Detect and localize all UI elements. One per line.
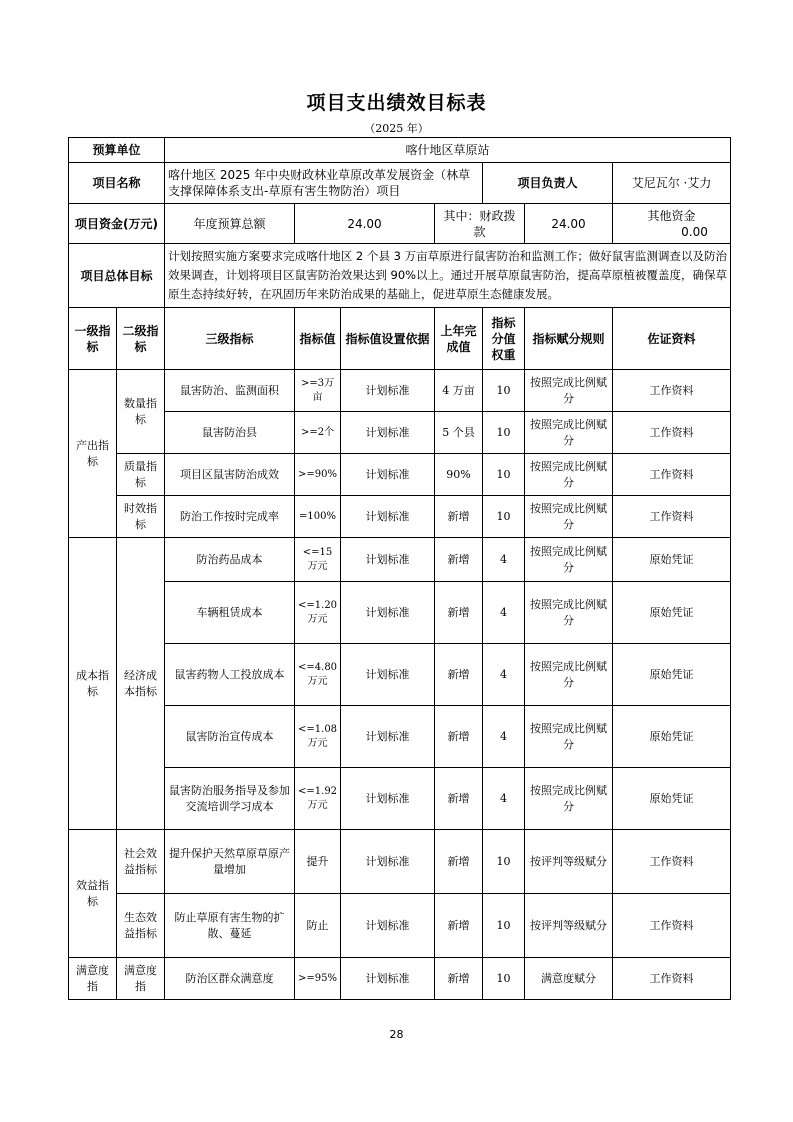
- cell-basis: 计划标准: [341, 768, 435, 830]
- cell-l3: 防治药品成本: [165, 538, 295, 582]
- cell-rule: 按照完成比例赋分: [525, 644, 613, 706]
- header-value: 指标值: [295, 308, 341, 370]
- cell-rule: 按照完成比例赋分: [525, 496, 613, 538]
- goal-value: 计划按照实施方案要求完成喀什地区 2 个县 3 万亩草原进行鼠害防治和监测工作；做好鼠害监测调查以及防治效果调查，计划将项目区鼠害防治效果达到 90%以上。通过开展草原鼠害防治，提高草原植被覆盖度，确保草原生态持续好转，在巩固历年来防治成果的基础上，促进草原生态健康发展。: [165, 244, 731, 308]
- table-row: [69, 582, 731, 644]
- fund-label: 项目资金(万元): [69, 204, 165, 244]
- unit-value: 喀什地区草原站: [165, 138, 731, 163]
- sub-quality: 质量指标: [117, 454, 165, 496]
- group-cost: 成本指标: [69, 538, 117, 830]
- sub-economic: 经济成本指标: [117, 538, 165, 830]
- cell-evidence: 原始凭证: [613, 582, 731, 644]
- project-value: 喀什地区 2025 年中央财政林业草原改革发展资金（林草支撑保障体系支出-草原有害生物防治）项目: [165, 163, 483, 204]
- goal-label: 项目总体目标: [69, 244, 165, 308]
- cell-evidence: 工作资料: [613, 958, 731, 1000]
- table-row: [69, 894, 731, 958]
- cell-last: 新增: [435, 538, 483, 582]
- annual-value: 24.00: [295, 204, 435, 244]
- cell-basis: 计划标准: [341, 706, 435, 768]
- table-row: [69, 830, 731, 894]
- cell-last: 新增: [435, 958, 483, 1000]
- cell-l3: 防治区群众满意度: [165, 958, 295, 1000]
- group-benefit: 效益指标: [69, 830, 117, 958]
- sub-social: 社会效益指标: [117, 830, 165, 894]
- cell-basis: 计划标准: [341, 894, 435, 958]
- cell-value: <=1.20万元: [295, 582, 341, 644]
- annual-label: 年度预算总额: [165, 204, 295, 244]
- cell-weight: 10: [483, 370, 525, 412]
- cell-value: <=1.08万元: [295, 706, 341, 768]
- cell-evidence: 原始凭证: [613, 706, 731, 768]
- cell-value: =100%: [295, 496, 341, 538]
- cell-l3: 鼠害防治宣传成本: [165, 706, 295, 768]
- cell-rule: 满意度赋分: [525, 958, 613, 1000]
- group-satisfaction: 满意度指: [69, 958, 117, 1000]
- cell-value: >=95%: [295, 958, 341, 1000]
- unit-label: 预算单位: [69, 138, 165, 163]
- cell-l3: 鼠害防治县: [165, 412, 295, 454]
- cell-basis: 计划标准: [341, 582, 435, 644]
- header-last-year: 上年完成值: [435, 308, 483, 370]
- cell-value: 提升: [295, 830, 341, 894]
- table-row: [69, 706, 731, 768]
- cell-rule: 按照完成比例赋分: [525, 412, 613, 454]
- header-row: [69, 308, 731, 370]
- cell-value: >=3万亩: [295, 370, 341, 412]
- cell-evidence: 原始凭证: [613, 644, 731, 706]
- cell-weight: 10: [483, 496, 525, 538]
- cell-rule: 按照完成比例赋分: [525, 454, 613, 496]
- cell-weight: 10: [483, 894, 525, 958]
- table-row: [69, 370, 731, 412]
- cell-rule: 按照完成比例赋分: [525, 768, 613, 830]
- goal-row: [69, 244, 731, 308]
- performance-table: [68, 137, 731, 1000]
- cell-rule: 按照完成比例赋分: [525, 582, 613, 644]
- cell-basis: 计划标准: [341, 370, 435, 412]
- sub-ecological: 生态效益指标: [117, 894, 165, 958]
- table-row: [69, 496, 731, 538]
- sub-satisfaction: 满意度指: [117, 958, 165, 1000]
- cell-last: 新增: [435, 644, 483, 706]
- table-row: [69, 538, 731, 582]
- header-level1: 一级指标: [69, 308, 117, 370]
- cell-l3: 鼠害防治、监测面积: [165, 370, 295, 412]
- cell-rule: 按评判等级赋分: [525, 830, 613, 894]
- cell-rule: 按照完成比例赋分: [525, 706, 613, 768]
- cell-last: 新增: [435, 496, 483, 538]
- cell-evidence: 工作资料: [613, 370, 731, 412]
- header-level2: 二级指标: [117, 308, 165, 370]
- cell-l3: 提升保护天然草原草原产量增加: [165, 830, 295, 894]
- table-row: [69, 412, 731, 454]
- cell-last: 新增: [435, 894, 483, 958]
- other-label-text: 其他资金: [647, 208, 696, 223]
- manager-value: 艾尼瓦尔 ·艾力: [613, 163, 731, 204]
- sub-timeliness: 时效指标: [117, 496, 165, 538]
- cell-basis: 计划标准: [341, 496, 435, 538]
- cell-weight: 10: [483, 958, 525, 1000]
- cell-evidence: 工作资料: [613, 496, 731, 538]
- cell-last: 90%: [435, 454, 483, 496]
- cell-last: 新增: [435, 830, 483, 894]
- cell-evidence: 原始凭证: [613, 768, 731, 830]
- cell-basis: 计划标准: [341, 958, 435, 1000]
- page-number: 28: [389, 1028, 404, 1041]
- cell-value: <=4.80万元: [295, 644, 341, 706]
- cell-last: 新增: [435, 582, 483, 644]
- cell-basis: 计划标准: [341, 454, 435, 496]
- sub-quantity: 数量指标: [117, 370, 165, 454]
- cell-evidence: 工作资料: [613, 894, 731, 958]
- cell-last: 新增: [435, 706, 483, 768]
- cell-rule: 按照完成比例赋分: [525, 370, 613, 412]
- cell-l3: 鼠害药物人工投放成本: [165, 644, 295, 706]
- cell-value: <=15万元: [295, 538, 341, 582]
- project-row: [69, 163, 731, 204]
- cell-weight: 4: [483, 582, 525, 644]
- cell-rule: 按照完成比例赋分: [525, 538, 613, 582]
- header-rule: 指标赋分规则: [525, 308, 613, 370]
- year-label: （2025 年）: [364, 122, 429, 135]
- cell-basis: 计划标准: [341, 830, 435, 894]
- cell-rule: 按评判等级赋分: [525, 894, 613, 958]
- cell-basis: 计划标准: [341, 412, 435, 454]
- cell-last: 新增: [435, 768, 483, 830]
- table-row: [69, 454, 731, 496]
- cell-value: 防止: [295, 894, 341, 958]
- cell-last: 4 万亩: [435, 370, 483, 412]
- cell-weight: 10: [483, 454, 525, 496]
- project-label: 项目名称: [69, 163, 165, 204]
- cell-weight: 10: [483, 412, 525, 454]
- cell-l3: 防止草原有害生物的扩散、蔓延: [165, 894, 295, 958]
- manager-label: 项目负责人: [483, 163, 613, 204]
- cell-weight: 4: [483, 768, 525, 830]
- header-basis: 指标值设置依据: [341, 308, 435, 370]
- cell-weight: 10: [483, 830, 525, 894]
- cell-basis: 计划标准: [341, 538, 435, 582]
- cell-evidence: 原始凭证: [613, 538, 731, 582]
- page-title: 项目支出绩效目标表: [306, 92, 487, 114]
- cell-weight: 4: [483, 538, 525, 582]
- cell-basis: 计划标准: [341, 644, 435, 706]
- cell-weight: 4: [483, 706, 525, 768]
- cell-l3: 防治工作按时完成率: [165, 496, 295, 538]
- cell-evidence: 工作资料: [613, 830, 731, 894]
- unit-row: [69, 138, 731, 163]
- header-weight: 指标分值权重: [483, 308, 525, 370]
- header-level3: 三级指标: [165, 308, 295, 370]
- other-label: [613, 204, 731, 244]
- other-value: 0.00: [681, 224, 708, 239]
- table-row: [69, 958, 731, 1000]
- cell-weight: 4: [483, 644, 525, 706]
- header-evidence: 佐证资料: [613, 308, 731, 370]
- fiscal-label: 其中：财政拨款: [435, 204, 525, 244]
- table-row: [69, 644, 731, 706]
- cell-l3: 车辆租赁成本: [165, 582, 295, 644]
- cell-l3: 鼠害防治服务指导及参加交流培训学习成本: [165, 768, 295, 830]
- cell-value: >=2个: [295, 412, 341, 454]
- cell-l3: 项目区鼠害防治成效: [165, 454, 295, 496]
- cell-evidence: 工作资料: [613, 412, 731, 454]
- cell-value: <=1.92万元: [295, 768, 341, 830]
- cell-last: 5 个县: [435, 412, 483, 454]
- cell-value: >=90%: [295, 454, 341, 496]
- cell-evidence: 工作资料: [613, 454, 731, 496]
- fiscal-value: 24.00: [525, 204, 613, 244]
- group-output: 产出指标: [69, 370, 117, 538]
- fund-row: [69, 204, 731, 244]
- table-row: [69, 768, 731, 830]
